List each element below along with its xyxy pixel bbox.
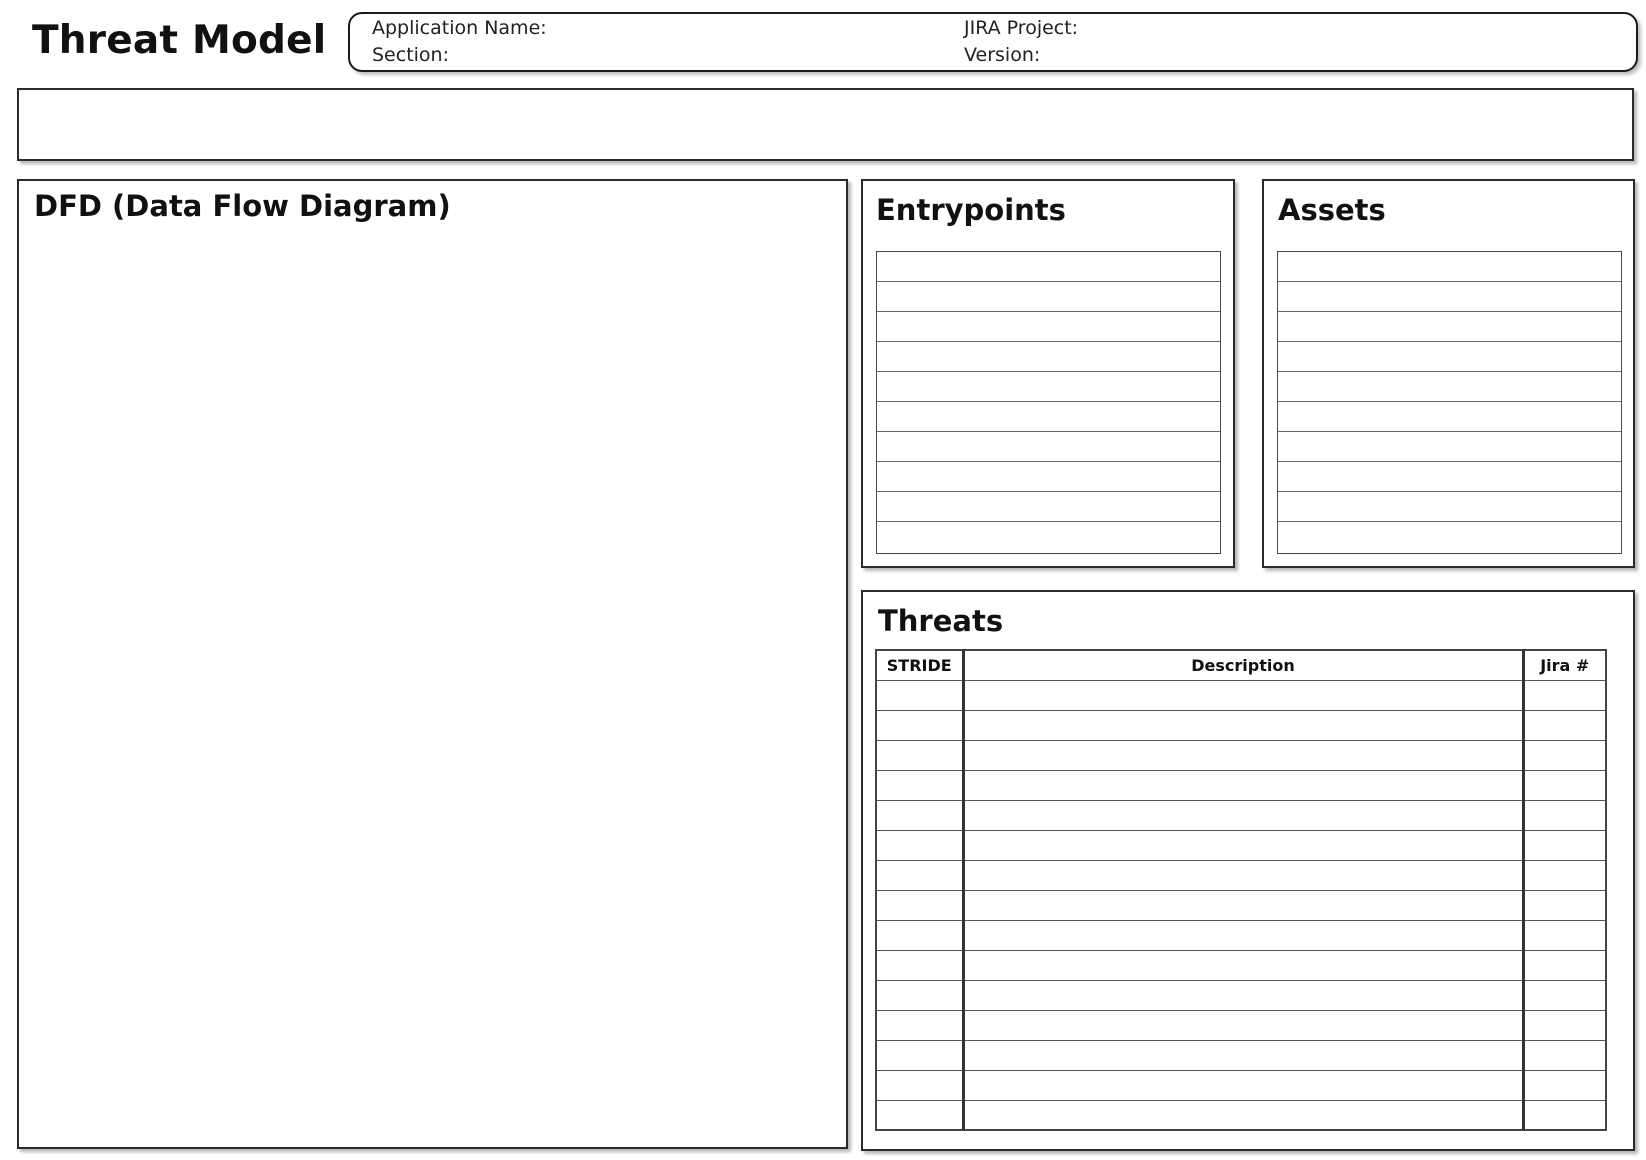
jira-cell[interactable]	[1523, 1040, 1606, 1070]
asset-row[interactable]	[1278, 372, 1621, 402]
entrypoint-row[interactable]	[877, 342, 1220, 372]
assets-list	[1277, 251, 1622, 554]
description-cell[interactable]	[963, 950, 1523, 980]
entrypoint-row[interactable]	[877, 252, 1220, 282]
description-banner[interactable]	[17, 88, 1634, 161]
section-field[interactable]: Section:	[372, 44, 449, 66]
description-cell[interactable]	[963, 1100, 1523, 1130]
entrypoint-row[interactable]	[877, 492, 1220, 522]
description-cell[interactable]	[963, 740, 1523, 770]
stride-cell[interactable]	[876, 1010, 963, 1040]
description-cell[interactable]	[963, 710, 1523, 740]
description-cell[interactable]	[963, 830, 1523, 860]
stride-cell[interactable]	[876, 920, 963, 950]
description-cell[interactable]	[963, 980, 1523, 1010]
description-cell[interactable]	[963, 860, 1523, 890]
threats-table	[875, 649, 1607, 1131]
jira-column-header: Jira #	[1523, 650, 1606, 680]
stride-cell[interactable]	[876, 830, 963, 860]
header-info-box	[348, 12, 1638, 72]
jira-cell[interactable]	[1523, 1010, 1606, 1040]
stride-cell[interactable]	[876, 680, 963, 710]
description-cell[interactable]	[963, 1040, 1523, 1070]
threat-row	[876, 710, 1606, 740]
asset-row[interactable]	[1278, 522, 1621, 552]
dfd-panel[interactable]	[17, 179, 848, 1149]
threat-row	[876, 1070, 1606, 1100]
stride-cell[interactable]	[876, 770, 963, 800]
jira-cell[interactable]	[1523, 770, 1606, 800]
jira-cell[interactable]	[1523, 1100, 1606, 1130]
jira-cell[interactable]	[1523, 920, 1606, 950]
stride-cell[interactable]	[876, 1100, 963, 1130]
threat-row	[876, 740, 1606, 770]
threats-table-body	[876, 680, 1606, 1130]
stride-cell[interactable]	[876, 740, 963, 770]
jira-cell[interactable]	[1523, 680, 1606, 710]
asset-row[interactable]	[1278, 252, 1621, 282]
threat-row	[876, 950, 1606, 980]
stride-cell[interactable]	[876, 1070, 963, 1100]
threat-row	[876, 920, 1606, 950]
assets-panel	[1262, 179, 1635, 568]
description-cell[interactable]	[963, 890, 1523, 920]
asset-row[interactable]	[1278, 462, 1621, 492]
threat-row	[876, 770, 1606, 800]
entrypoint-row[interactable]	[877, 522, 1220, 552]
jira-cell[interactable]	[1523, 950, 1606, 980]
page-title: Threat Model	[32, 18, 327, 63]
jira-cell[interactable]	[1523, 860, 1606, 890]
stride-cell[interactable]	[876, 950, 963, 980]
dfd-heading: DFD (Data Flow Diagram)	[34, 189, 451, 223]
stride-cell[interactable]	[876, 800, 963, 830]
threat-row	[876, 830, 1606, 860]
stride-cell[interactable]	[876, 980, 963, 1010]
jira-cell[interactable]	[1523, 980, 1606, 1010]
application-name-field[interactable]: Application Name:	[372, 17, 547, 39]
threat-row	[876, 680, 1606, 710]
threat-row	[876, 890, 1606, 920]
description-cell[interactable]	[963, 770, 1523, 800]
description-cell[interactable]	[963, 800, 1523, 830]
threat-row	[876, 1010, 1606, 1040]
threats-panel	[861, 590, 1635, 1151]
description-cell[interactable]	[963, 1010, 1523, 1040]
assets-heading: Assets	[1278, 193, 1386, 227]
stride-cell[interactable]	[876, 1040, 963, 1070]
entrypoint-row[interactable]	[877, 402, 1220, 432]
jira-cell[interactable]	[1523, 830, 1606, 860]
entrypoint-row[interactable]	[877, 312, 1220, 342]
threats-table-wrapper	[875, 649, 1607, 1131]
asset-row[interactable]	[1278, 282, 1621, 312]
entrypoint-row[interactable]	[877, 462, 1220, 492]
description-cell[interactable]	[963, 1070, 1523, 1100]
threats-header-row	[876, 650, 1606, 680]
threat-row	[876, 1040, 1606, 1070]
stride-cell[interactable]	[876, 860, 963, 890]
asset-row[interactable]	[1278, 492, 1621, 522]
jira-cell[interactable]	[1523, 800, 1606, 830]
jira-cell[interactable]	[1523, 890, 1606, 920]
asset-row[interactable]	[1278, 312, 1621, 342]
asset-row[interactable]	[1278, 402, 1621, 432]
entrypoint-row[interactable]	[877, 372, 1220, 402]
description-column-header: Description	[963, 650, 1523, 680]
entrypoints-list	[876, 251, 1221, 554]
stride-cell[interactable]	[876, 710, 963, 740]
threats-heading: Threats	[878, 604, 1004, 638]
description-cell[interactable]	[963, 680, 1523, 710]
jira-project-field[interactable]: JIRA Project:	[964, 17, 1079, 39]
threat-row	[876, 1100, 1606, 1130]
entrypoints-panel	[861, 179, 1235, 568]
entrypoints-heading: Entrypoints	[876, 193, 1066, 227]
jira-cell[interactable]	[1523, 740, 1606, 770]
threat-row	[876, 860, 1606, 890]
stride-column-header: STRIDE	[876, 650, 963, 680]
jira-cell[interactable]	[1523, 710, 1606, 740]
threat-row	[876, 980, 1606, 1010]
asset-row[interactable]	[1278, 432, 1621, 462]
entrypoint-row[interactable]	[877, 432, 1220, 462]
version-field[interactable]: Version:	[964, 44, 1041, 66]
jira-cell[interactable]	[1523, 1070, 1606, 1100]
description-cell[interactable]	[963, 920, 1523, 950]
stride-cell[interactable]	[876, 890, 963, 920]
asset-row[interactable]	[1278, 342, 1621, 372]
threat-row	[876, 800, 1606, 830]
entrypoint-row[interactable]	[877, 282, 1220, 312]
